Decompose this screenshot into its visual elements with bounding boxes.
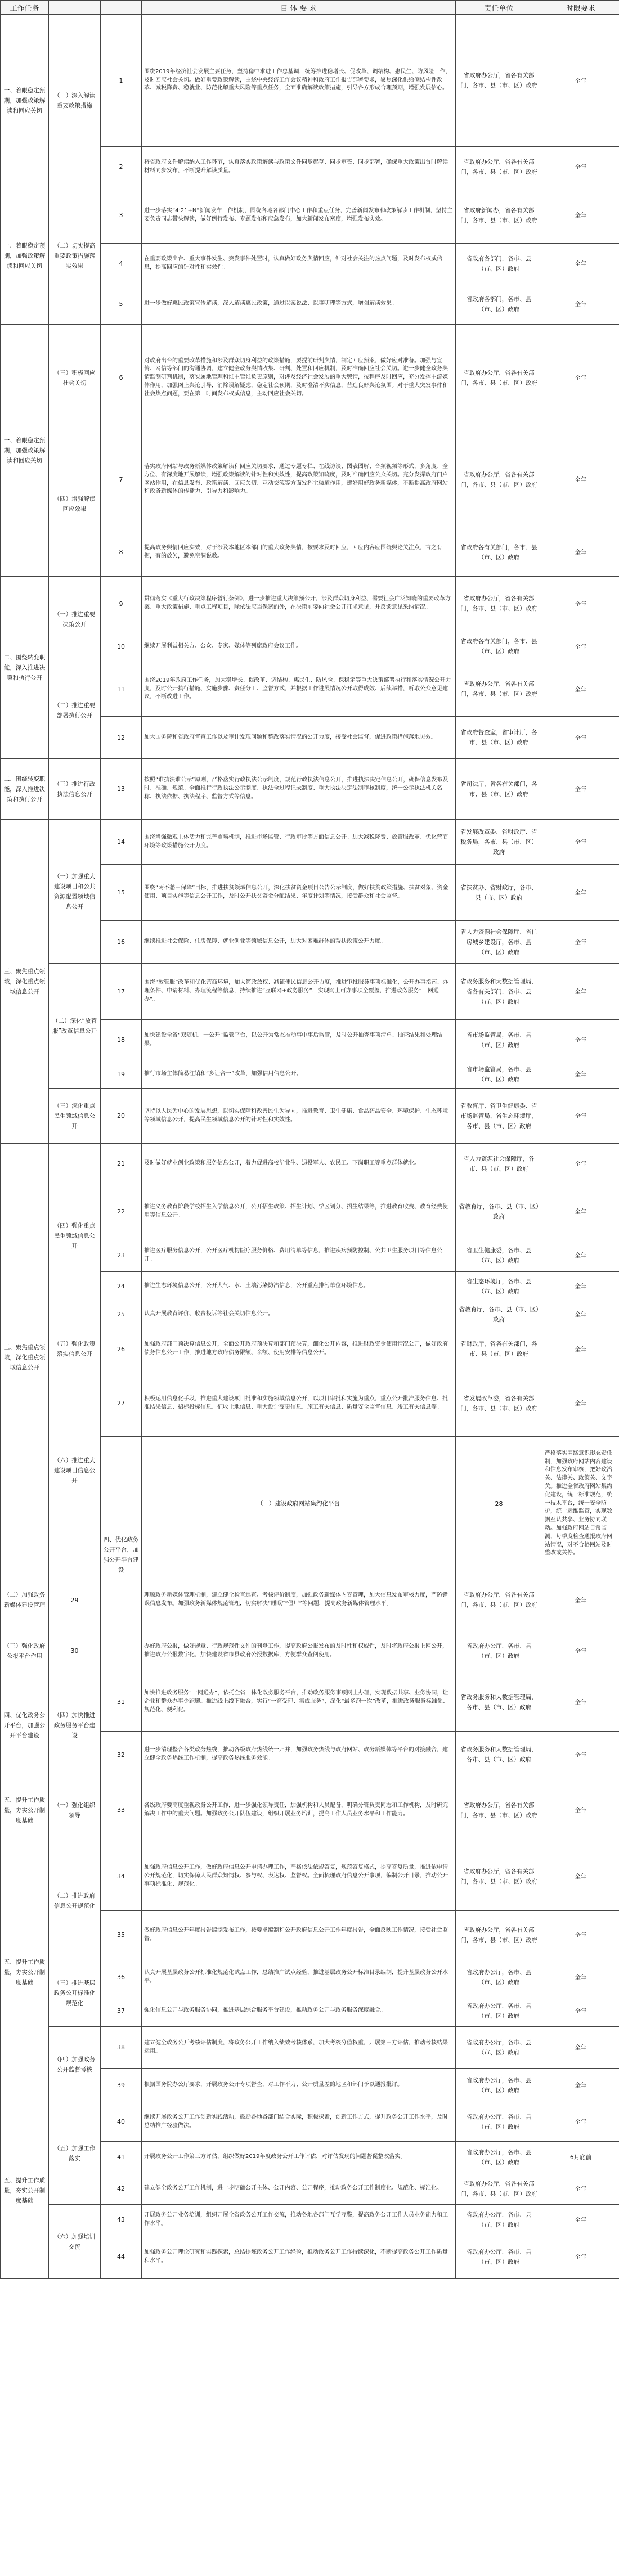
item-number-cell: 43	[101, 2205, 142, 2235]
deadline-cell: 全年	[542, 1020, 619, 1060]
table-row	[1, 1089, 619, 1144]
deadline-cell: 全年	[542, 2027, 619, 2069]
subtask-cell: （五）加强工作落实	[49, 2102, 101, 2205]
responsible-unit-cell: 省政府办公厅，各市、县（市、区）政府	[456, 2235, 542, 2279]
deadline-cell: 全年	[542, 147, 619, 187]
responsible-unit-cell: 省政府办公厅，省各有关部门，各市、县（市、区）政府	[456, 1842, 542, 1911]
table-row	[1, 15, 619, 147]
requirement-cell: 办好政府公报，做好规章、行政规范性文件的刊登工作，提高政府公报发布的及时性和权威性，及时将政府公报上网公开，推进政府公报数字化，加快建设省市县政府公报数据库，方便群众查阅使用。	[142, 1629, 456, 1673]
header-requirements: 目 体 要 求	[142, 1, 456, 15]
responsible-unit-cell: 省政府办公厅，省各有关部门，各市、县（市、区）政府	[456, 1571, 542, 1629]
item-number-cell: 34	[101, 1842, 142, 1911]
requirement-cell: 做好政府信息公开年度报告编制发布工作，按要求编制和公开政府信息公开工作年度报告，全面反映工作情况，接受社会监督。	[142, 1911, 456, 1959]
item-number-cell: 18	[101, 1020, 142, 1060]
requirement-cell: 加强政府信息公开工作，做好政府信息公开申请办理工作，严格依法依规答复，规范答复格式，提高答复质量，推进依申请公开规范化，切实保障人民群众知情权、参与权、表达权、监督权。全面梳理政府信息公开事项，编制公开目录，推动公开事项标准化、规范化。	[142, 1842, 456, 1911]
table-header-row	[1, 1, 619, 15]
responsible-unit-cell: 省政府办公厅，省各有关部门，各市、县（市、区）政府	[456, 2173, 542, 2205]
requirement-cell: 加强政府部门预决算信息公开，全面公开政府预决算和部门预决算，细化公开内容，推进财政资金使用情况公开，做好政府债务信息公开工作，推进地方政府债务限额、余额、使用安排等信息公开。	[142, 1328, 456, 1370]
subtask-cell: （六）加强培训交流	[49, 2205, 101, 2279]
requirement-cell: 进一步做好惠民政策宣传解读，深入解读惠民政策，通过以案说法、以事明理等方式，增强解读效果。	[142, 284, 456, 325]
deadline-cell: 全年	[542, 921, 619, 964]
item-number-cell: 44	[101, 2235, 142, 2279]
responsible-unit-cell: 省发展改革委、省财政厅、省税务局，各市、县（市、区）政府	[456, 820, 542, 865]
deadline-cell: 全年	[542, 1629, 619, 1673]
table-row	[1, 2102, 619, 2142]
responsible-unit-cell: 省卫生健康委，各市、县（市、区）政府	[456, 1239, 542, 1272]
deadline-cell: 全年	[542, 1184, 619, 1239]
item-number-cell: 1	[101, 15, 142, 147]
responsible-unit-cell: 省财政厅，省各有关部门，各市、县（市、区）政府	[456, 1328, 542, 1370]
responsible-unit-cell: 省市场监管局，各市、县（市、区）政府	[456, 1020, 542, 1060]
subtask-cell: （五）强化政策落实信息公开	[49, 1328, 101, 1370]
subtask-cell: （一）强化组织领导	[49, 1778, 101, 1842]
responsible-unit-cell: 省人力资源社会保障厅、省住房城乡建设厅，各市、县（市、区）政府	[456, 921, 542, 964]
responsible-unit-cell: 省政府办公厅，省各有关部门，各市、县（市、区）政府	[456, 431, 542, 528]
requirement-cell: 继续开展政务公开工作创新实践活动，鼓励各地各部门结合实际，积极探索，创新工作方式，提升政务公开工作水平，及时总结推广经验做法。	[142, 2102, 456, 2142]
header-number	[101, 1, 142, 15]
item-number-cell: 5	[101, 284, 142, 325]
subtask-cell: （三）推进行政执法信息公开	[49, 759, 101, 820]
responsible-unit-cell: 省政务服务和大数据管理局，各市、县（市、区）政府	[456, 1673, 542, 1732]
requirement-cell: 围绕2019年政府工作任务，加大稳增长、促改革、调结构、惠民生、防风险、保稳定等重大决策部署执行和落实情况公开力度，及时公开执行措施、实施步骤、责任分工、监督方式，并根据工作进展情况公开取得成效、后续举措，听取公众意见建议，不断改进工作。	[142, 662, 456, 717]
deadline-cell: 全年	[542, 662, 619, 717]
requirement-cell: 将省政府文件解读纳入工作环节，认真落实政策解读与政策文件同步起草、同步审签、同步部署，确保重大政策出台时解读材料同步发布，不断提升解读质量。	[142, 147, 456, 187]
requirement-cell: 围绕“两不愁三保障”目标，推进扶贫领域信息公开，深化扶贫资金项目公告公示制度，做好扶贫政策措施、扶贫对象、资金使用、项目实施等信息公开工作，及时公开扶贫资金分配结果、年度计划等情况，接受群众和社会监督。	[142, 865, 456, 921]
requirement-cell: 推行市场主体简易注销和“多证合一”改革，加强信用信息公开。	[142, 1060, 456, 1089]
table-row	[1, 2205, 619, 2235]
item-number-cell: 38	[101, 2027, 142, 2069]
deadline-cell: 全年	[542, 1272, 619, 1301]
responsible-unit-cell: 省生态环境厅，各市、县（市、区）政府	[456, 1272, 542, 1301]
header-unit: 责任单位	[456, 1, 542, 15]
subtask-cell: （二）推进重要部署执行公开	[49, 662, 101, 759]
task-category-cell: 五、提升工作质量，夯实公开制度基础	[1, 1842, 49, 2102]
item-number-cell: 30	[49, 1629, 101, 1673]
responsible-unit-cell: 省政府办公厅，省各有关部门，各市、县（市、区）政府	[456, 662, 542, 717]
table-row	[1, 1673, 619, 1732]
item-number-cell: 15	[101, 865, 142, 921]
table-row	[1, 1629, 619, 1673]
subtask-cell: （四）强化重点民生领域信息公开	[49, 1144, 101, 1328]
table-row	[1, 1842, 619, 1911]
subtask-cell: （四）加强政务公开监督考核	[49, 2027, 101, 2102]
responsible-unit-cell: 省政府办公厅，省各有关部门，各市、县（市、区）政府	[456, 1778, 542, 1842]
requirement-cell: 认真开展基层政务公开标准化规范化试点工作，总结推广试点经验，推进基层政务公开标准目录编制，提升基层政务公开水平。	[142, 1959, 456, 1995]
item-number-cell: 27	[101, 1370, 142, 1437]
subtask-cell: （六）推进重大建设项目信息公开	[49, 1370, 101, 1571]
task-category-cell: 五、提升工作质量，夯实公开制度基础	[1, 1778, 49, 1842]
item-number-cell: 32	[101, 1732, 142, 1778]
responsible-unit-cell: 省政府各部门，各市、县（市、区）政府	[456, 284, 542, 325]
requirement-cell: 加快建设全省“双随机、一公开”监管平台，以公开为常态推动事中事后监管，及时公开抽查事项清单、抽查结果和处理结果。	[142, 1020, 456, 1060]
header-task: 工作任务	[1, 1, 49, 15]
responsible-unit-cell: 省政府办公厅，各市、县（市、区）政府	[456, 1959, 542, 1995]
responsible-unit-cell: 省政府办公厅，各市、县（市、区）政府	[456, 2102, 542, 2142]
item-number-cell: 42	[101, 2173, 142, 2205]
requirement-cell: 加强政务公开理论研究和实践探索，总结提炼政务公开工作经验，推动政务公开工作持续深化，不断提高政务公开工作质量和水平。	[142, 2235, 456, 2279]
responsible-unit-cell: 省政府办公厅，各市、县（市、区）政府	[456, 1629, 542, 1673]
item-number-cell: 17	[101, 964, 142, 1020]
responsible-unit-cell: 省政府办公厅，省各有关部门，各市、县（市、区）政府	[456, 577, 542, 631]
subtask-cell: （三）积极回应社会关切	[49, 325, 101, 431]
requirement-cell: 围绕增强微观主体活力和完善市场机制，推进市场监管、行政审批等方面信息公开。加大减税降费、放管服改革、优化营商环境等政策措施公开力度。	[142, 820, 456, 865]
task-category-cell: 五、提升工作质量，夯实公开制度基础	[1, 2102, 49, 2279]
item-number-cell: 37	[101, 1995, 142, 2027]
requirement-cell: 落实政府网站与政务新媒体政策解读和回应关切要求，通过专题专栏、在线访谈、图表图解、音频视频等形式，多角度、全方位、有深度地开展解读，增强政策解读的针对性和实效性，提高政策知晓度，及时准确回应公众关切。充分发挥政府门户网站作用，在信息发布、政策解读、回应关切、互动交流等方面发挥主渠道作用，建好用好政务新媒体，不断提高政府网站和政务新媒体的传播力、引导力和影响力。	[142, 431, 456, 528]
requirement-cell: 在重要政策出台、重大事件发生、突发事件处置时，认真做好政务舆情回应，针对社会关注的热点问题，及时发布权威信息，提高回应的针对性和实效性。	[142, 244, 456, 284]
responsible-unit-cell: 省政府办公厅，各市、县（市、区）政府	[456, 2027, 542, 2069]
table-row	[1, 1144, 619, 1184]
deadline-cell: 全年	[542, 759, 619, 820]
subtask-cell: （二）切实提高重要政策措施落实效果	[49, 187, 101, 325]
deadline-cell: 全年	[542, 1959, 619, 1995]
requirement-cell: 认真开展教育评价、收费投诉等社会关切信息公开。	[142, 1301, 456, 1328]
requirement-cell: 按照“谁执法谁公示”原则，严格落实行政执法公示制度，规范行政执法信息公开，推进执法决定信息公开，确保信息发布及时、准确、规范。全面推行行政执法公示制度、执法全过程记录制度、重大执法决定法制审核制度，统一公示执法机关名称、执法依据、执法程序、监督方式等信息。	[142, 759, 456, 820]
deadline-cell: 全年	[542, 528, 619, 577]
item-number-cell: 6	[101, 325, 142, 431]
header-subtask	[49, 1, 101, 15]
responsible-unit-cell: 省教育厅，各市、县（市、区）政府	[456, 1184, 542, 1239]
task-category-cell: 一、着眼稳定预期，加强政策解读和回应关切	[1, 187, 49, 325]
responsible-unit-cell: 省政府各有关部门，各市、县（市、区）政府	[456, 631, 542, 662]
deadline-cell: 全年	[542, 2173, 619, 2205]
item-number-cell: 26	[101, 1328, 142, 1370]
deadline-cell: 全年	[542, 2205, 619, 2235]
item-number-cell: 24	[101, 1272, 142, 1301]
deadline-cell: 全年	[542, 187, 619, 244]
item-number-cell: 35	[101, 1911, 142, 1959]
item-number-cell: 21	[101, 1144, 142, 1184]
subtask-cell: （三）推进基层政务公开标准化规范化	[49, 1959, 101, 2027]
task-table-body	[1, 15, 619, 2279]
item-number-cell: 36	[101, 1959, 142, 1995]
item-number-cell: 14	[101, 820, 142, 865]
responsible-unit-cell: 省政府各有关部门，各市、县（市、区）政府	[456, 528, 542, 577]
table-row	[1, 2027, 619, 2069]
responsible-unit-cell: 省教育厅，各市、县（市、区）政府	[456, 1301, 542, 1328]
deadline-cell: 全年	[542, 1370, 619, 1437]
responsible-unit-cell: 省政务服务和大数据管理局，省各有关部门，各市、县（市、区）政府	[456, 964, 542, 1020]
subtask-cell: （二）推进政府信息公开规范化	[49, 1842, 101, 1959]
header-deadline: 时限要求	[542, 1, 619, 15]
responsible-unit-cell: 省市场监管局，各市、县（市、区）政府	[456, 1060, 542, 1089]
requirement-cell: 开展政务公开业务培训，组织开展全省政务公开工作交流，推动各地各部门互学互鉴，提高政务公开工作人员业务能力和工作水平。	[142, 2205, 456, 2235]
deadline-cell: 全年	[542, 717, 619, 759]
table-row	[1, 820, 619, 865]
requirement-cell: 理顺政务新媒体管理机制，建立健全检查巡查、考核评价制度，加强政务新媒体内容管理，加大信息发布审核力度，严防错误信息发布。加强政务新媒体规范管理，切实解决“睡眠”“僵尸”等问题，提高政务新媒体管理水平。	[142, 1571, 456, 1629]
requirement-cell: 推进生态环境信息公开，公开大气、水、土壤污染防治信息，公开重点排污单位环境信息。	[142, 1272, 456, 1301]
item-number-cell: 7	[101, 431, 142, 528]
requirement-cell: 严格落实网络意识形态责任制，加强政府网站内容建设和信息发布审核，把好政治关、法律关、政策关、文字关。推进全省政府网站集约化建设，统一标准规范，统一技术平台，统一安全防护，统一运维监管，实现数据互认共享、业务协同联动。加强政府网站日常监测，每季度检查通报政府网站情况，对不合格网站及时整改或关停。	[542, 1437, 619, 1571]
deadline-cell: 全年	[542, 2102, 619, 2142]
deadline-cell: 全年	[542, 1571, 619, 1629]
responsible-unit-cell: 省政府办公厅，各市、县（市、区）政府	[456, 2142, 542, 2173]
responsible-unit-cell: 省政府新闻办，省各有关部门，各市、县（市、区）政府	[456, 187, 542, 244]
requirement-cell: 积极运用信息化手段，推进重大建设项目批准和实施领域信息公开，以项目审批和实施为重点，重点公开批准服务信息、批准结果信息、招标投标信息、征收土地信息、重大设计变更信息、施工有关信息、质量安全监督信息、竣工有关信息等。	[142, 1370, 456, 1437]
table-row	[1, 1571, 619, 1629]
task-category-cell: 二、围绕转变职能，深入推进决策和执行公开	[1, 577, 49, 759]
requirement-cell: 加大国务院和省政府督查工作以及审计发现问题和整改落实情况的公开力度，接受社会监督，促进政策措施落地见效。	[142, 717, 456, 759]
deadline-cell: 全年	[542, 1301, 619, 1328]
deadline-cell: 全年	[542, 1842, 619, 1911]
deadline-cell: 全年	[542, 1144, 619, 1184]
table-row	[1, 577, 619, 631]
task-category-cell: 一、着眼稳定预期，加强政策解读和回应关切	[1, 325, 49, 577]
item-number-cell: 40	[101, 2102, 142, 2142]
deadline-cell: 全年	[542, 1673, 619, 1732]
subtask-cell: （二）深化“放管服”改革信息公开	[49, 964, 101, 1089]
responsible-unit-cell: 省政府办公厅，各市、县（市、区）政府	[456, 2205, 542, 2235]
requirement-cell: 围绕2019年经济社会发展主要任务，坚持稳中求进工作总基调，统筹推进稳增长、促改革、调结构、惠民生、防风险工作，及时回应社会关切。做好重要政策解读，围绕中央经济工作会议精神和政府工作报告部署要求，聚焦深化供给侧结构性改革、减税降费、稳就业、防范化解重大风险等重点任务，全面准确解读政策措施，引导各方形成合理预期，增强发展信心。	[142, 15, 456, 147]
item-number-cell: 13	[101, 759, 142, 820]
item-number-cell: 8	[101, 528, 142, 577]
deadline-cell: 全年	[542, 964, 619, 1020]
item-number-cell: 28	[456, 1437, 542, 1571]
table-row	[1, 759, 619, 820]
deadline-cell: 全年	[542, 15, 619, 147]
requirement-cell: 开展政务公开工作第三方评估，组织做好2019年度政务公开工作评估，对评估发现的问题督促整改落实。	[142, 2142, 456, 2173]
subtask-cell: （三）强化政府公报平台作用	[1, 1629, 49, 1673]
table-row	[1, 662, 619, 717]
responsible-unit-cell: 省政务服务和大数据管理局，各市、县（市、区）政府	[456, 1732, 542, 1778]
item-number-cell: 29	[49, 1571, 101, 1629]
requirement-cell: 推进医疗服务信息公开，公开医疗机构医疗服务价格、费用清单等信息，推进疾病预防控制、公共卫生服务项目等信息公开。	[142, 1239, 456, 1272]
requirement-cell: 各级政府要高度重视政务公开工作，进一步强化领导责任，加强机构和人员配备，明确分管负责同志和工作机构，及时研究解决工作中的重大问题。加强政务公开队伍建设，组织开展业务培训，提高工作人员业务水平和工作能力。	[142, 1778, 456, 1842]
responsible-unit-cell: 省政府办公厅，各市、县（市、区）政府	[456, 2069, 542, 2102]
task-category-cell: 三、聚焦重点领域，深化重点领域信息公开	[1, 1144, 49, 1571]
requirement-cell: 进一步清理整合各类政务热线，推动各级政府热线统一归并，加强政务热线与政府网站、政务新媒体等平台的对接融合，建立健全政务热线工作机制，提高政务热线服务效能。	[142, 1732, 456, 1778]
task-category-cell: 四、优化政务公开平台，加强公开平台建设	[101, 1437, 142, 1673]
deadline-cell: 全年	[542, 820, 619, 865]
subtask-cell: （三）深化重点民生领域信息公开	[49, 1089, 101, 1144]
deadline-cell: 全年	[542, 1328, 619, 1370]
deadline-cell: 全年	[542, 431, 619, 528]
deadline-cell: 全年	[542, 1089, 619, 1144]
item-number-cell: 25	[101, 1301, 142, 1328]
requirement-cell: 推进义务教育阶段学校招生入学信息公开，公开招生政策、招生计划、学区划分、招生结果等，推进教育收费、教育经费使用等信息公开。	[142, 1184, 456, 1239]
deadline-cell: 全年	[542, 865, 619, 921]
item-number-cell: 41	[101, 2142, 142, 2173]
item-number-cell: 9	[101, 577, 142, 631]
requirement-cell: 根据国务院办公厅要求，开展政务公开专项督查，对工作不力、公开质量差的地区和部门予以通报批评。	[142, 2069, 456, 2102]
item-number-cell: 23	[101, 1239, 142, 1272]
deadline-cell: 全年	[542, 1732, 619, 1778]
requirement-cell: 坚持以人民为中心的发展思想，以切实保障和改善民生为导向，推进教育、卫生健康、食品药品安全、环境保护、生态环境等领域信息公开，提高民生领域信息公开的针对性和实效性。	[142, 1089, 456, 1144]
table-row	[1, 1959, 619, 1995]
requirement-cell: 围绕“放管服”改革和优化营商环境，加大简政放权、减证便民信息公开力度，推进审批服务事项标准化，公开办事指南、办理条件、申请材料、办理流程等信息，持续推进“互联网+政务服务”，实现网上可办事项全覆盖，推进政务服务“一网通办”。	[142, 964, 456, 1020]
item-number-cell: 20	[101, 1089, 142, 1144]
item-number-cell: 2	[101, 147, 142, 187]
subtask-cell: （四）加快推进政务服务平台建设	[49, 1673, 101, 1778]
deadline-cell: 全年	[542, 631, 619, 662]
requirement-cell: 继续开展利益相关方、公众、专家、媒体等列席政府会议工作。	[142, 631, 456, 662]
item-number-cell: 19	[101, 1060, 142, 1089]
responsible-unit-cell: 省政府办公厅，省各有关部门，各市、县（市、区）政府	[456, 325, 542, 431]
table-row	[1, 1370, 619, 1437]
responsible-unit-cell: 省教育厅、省卫生健康委、省市场监管局、省生态环境厅，各市、县（市、区）政府	[456, 1089, 542, 1144]
requirement-cell: 建立健全政务公开工作机制，进一步明确公开主体、公开内容、公开程序，推动政务公开工作制度化、规范化、标准化。	[142, 2173, 456, 2205]
item-number-cell: 12	[101, 717, 142, 759]
item-number-cell: 22	[101, 1184, 142, 1239]
subtask-cell: （一）深入解读重要政策措施	[49, 15, 101, 187]
responsible-unit-cell: 省政府督查室，省审计厅，各市、县（市、区）政府	[456, 717, 542, 759]
responsible-unit-cell: 省政府办公厅，各市、县（市、区）政府	[456, 1995, 542, 2027]
item-number-cell: 10	[101, 631, 142, 662]
deadline-cell: 全年	[542, 1239, 619, 1272]
deadline-cell: 全年	[542, 1995, 619, 2027]
responsible-unit-cell: 省扶贫办、省财政厅，各市、县（市、区）政府	[456, 865, 542, 921]
table-row	[1, 187, 619, 244]
task-category-cell: 一、着眼稳定预期，加强政策解读和回应关切	[1, 15, 49, 187]
deadline-cell: 全年	[542, 1060, 619, 1089]
item-number-cell: 3	[101, 187, 142, 244]
subtask-cell: （一）加强重大建设项目和公共资源配置领域信息公开	[49, 820, 101, 964]
table-row	[1, 964, 619, 1020]
table-row	[1, 325, 619, 431]
deadline-cell: 全年	[542, 577, 619, 631]
requirement-cell: 进一步落实“4·21+N”新闻发布工作机制，围绕各地各部门中心工作和重点任务，完善新闻发布和政策解读工作机制，坚持主要负责同志带头解读，做好例行发布、专题发布和应急发布，加大新闻发布密度，增强发布实效。	[142, 187, 456, 244]
task-category-cell: 二、围绕转变职能，深入推进决策和执行公开	[1, 759, 49, 820]
subtask-cell: （一）建设政府网站集约化平台	[142, 1437, 456, 1571]
task-category-cell: 四、优化政务公开平台，加强公开平台建设	[1, 1673, 49, 1778]
requirement-cell: 继续推进社会保险、住房保障、就业创业等领域信息公开，加大对困难群体的帮扶政策公开力度。	[142, 921, 456, 964]
requirement-cell: 贯彻落实《重大行政决策程序暂行条例》，进一步推进重大决策预公开，涉及群众切身利益、需要社会广泛知晓的重要改革方案、重大政策措施、重点工程项目，除依法应当保密的外，在决策前要向社会公开征求意见，并反馈意见采纳情况。	[142, 577, 456, 631]
deadline-cell: 全年	[542, 1778, 619, 1842]
responsible-unit-cell: 省政府办公厅，省各有关部门，各市、县（市、区）政府	[456, 1911, 542, 1959]
deadline-cell: 全年	[542, 284, 619, 325]
responsible-unit-cell: 省人力资源社会保障厅，各市、县（市、区）政府	[456, 1144, 542, 1184]
deadline-cell: 全年	[542, 2069, 619, 2102]
deadline-cell: 全年	[542, 244, 619, 284]
item-number-cell: 39	[101, 2069, 142, 2102]
subtask-cell: （二）加强政务新媒体建设管理	[1, 1571, 49, 1629]
deadline-cell: 6月底前	[542, 2142, 619, 2173]
subtask-cell: （一）推进重要决策公开	[49, 577, 101, 662]
subtask-cell: （四）增强解读回应效果	[49, 431, 101, 577]
table-row	[1, 1328, 619, 1370]
deadline-cell: 全年	[542, 325, 619, 431]
responsible-unit-cell: 省政府办公厅，省各有关部门，各市、县（市、区）政府	[456, 15, 542, 147]
requirement-cell: 对政府出台的重要改革措施和涉及群众切身利益的政策措施，要提前研判舆情，制定回应预案，做好应对准备。加强与宣传、网信等部门的沟通协调，建立健全政务舆情收集、研判、处置和回应机制，及时准确回应社会关切。进一步健全政务舆情监测研判机制，落实属地管理和谁主管谁负责原则，对涉及经济社会发展的重大舆情，按程序及时回应，充分发挥主流媒体作用，加强网上舆论引导，消除误解疑虑，稳定社会预期，及时澄清不实信息，营造良好舆论氛围。对于重大突发事件和社会热点问题，要在第一时间发布权威信息，主动回应社会关切。	[142, 325, 456, 431]
deadline-cell: 全年	[542, 1911, 619, 1959]
item-number-cell: 33	[101, 1778, 142, 1842]
requirement-cell: 加快推进政务服务“一网通办”，依托全省一体化政务服务平台，推动政务服务事项网上办理，实现数据共享、业务协同，让企业和群众办事少跑腿。推进线上线下融合，实行“一窗受理、集成服务”，深化“最多跑一次”改革，推进政务服务标准化、规范化、便利化。	[142, 1673, 456, 1732]
table-row	[1, 1778, 619, 1842]
requirement-cell: 建立健全政务公开考核评估制度，将政务公开工作纳入绩效考核体系，加大考核分值权重，开展第三方评估，推动考核结果运用。	[142, 2027, 456, 2069]
responsible-unit-cell: 省政府各部门，各市、县（市、区）政府	[456, 244, 542, 284]
responsible-unit-cell: 省发展改革委，省各有关部门，各市、县（市、区）政府	[456, 1370, 542, 1437]
item-number-cell: 4	[101, 244, 142, 284]
responsible-unit-cell: 省司法厅，省各有关部门，各市、县（市、区）政府	[456, 759, 542, 820]
table-row	[1, 431, 619, 528]
item-number-cell: 16	[101, 921, 142, 964]
item-number-cell: 11	[101, 662, 142, 717]
requirement-cell: 强化信息公开与政务服务协同，推进基层综合服务平台建设，推动政务公开与政务服务深度融合。	[142, 1995, 456, 2027]
requirement-cell: 及时做好就业创业政策和服务信息公开，着力促进高校毕业生、退役军人、农民工、下岗职工等重点群体就业。	[142, 1144, 456, 1184]
deadline-cell: 全年	[542, 2235, 619, 2279]
requirement-cell: 提高政务舆情回应实效，对于涉及本地区本部门的重大政务舆情，按要求及时回应，回应内容应围绕舆论关注点，言之有据，有的放矢，避免空洞说教。	[142, 528, 456, 577]
task-category-cell: 三、聚焦重点领域，深化重点领域信息公开	[1, 820, 49, 1144]
item-number-cell: 31	[101, 1673, 142, 1732]
responsible-unit-cell: 省政府办公厅，省各有关部门，各市、县（市、区）政府	[456, 147, 542, 187]
